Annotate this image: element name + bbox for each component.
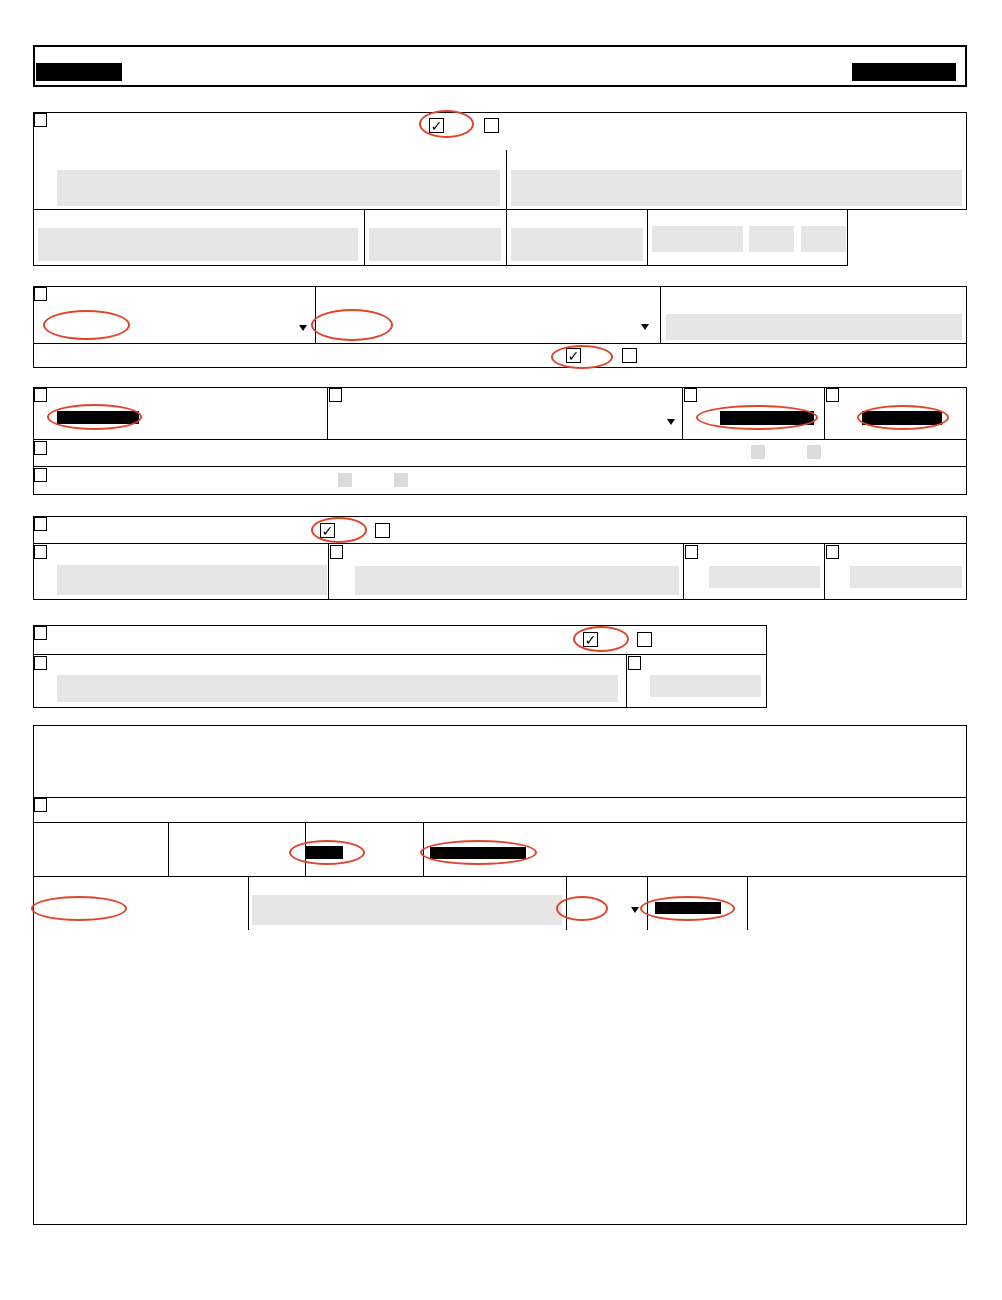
- national-id-no-checkbox[interactable]: ✓: [321, 523, 334, 539]
- passport-q6-box: [33, 467, 967, 495]
- communicate-dropdown-icon[interactable]: [641, 324, 649, 330]
- ring-street-no: [289, 840, 365, 865]
- relationship-from-input[interactable]: [369, 228, 501, 261]
- passport-q2-number: [329, 388, 342, 402]
- applicant-name-redacted: [36, 63, 122, 81]
- ring-native: [43, 310, 130, 340]
- national-id-issue-input[interactable]: [709, 566, 820, 588]
- ring-city: [31, 896, 127, 921]
- ring-language-test: [551, 345, 613, 369]
- q5-no-checkbox[interactable]: [751, 445, 765, 459]
- us-pr-no-checkbox[interactable]: ✓: [584, 632, 597, 648]
- spouse-dob-day[interactable]: [801, 226, 846, 252]
- passport-q1-number: [34, 388, 47, 402]
- ring-postal: [640, 896, 735, 921]
- ring-street-name: [420, 840, 537, 865]
- spouse-dob-month[interactable]: [749, 226, 794, 252]
- native-dropdown-icon[interactable]: [299, 325, 307, 331]
- passport-q6-number: [34, 468, 47, 482]
- passport-q3-number: [684, 388, 697, 402]
- q6-no-checkbox[interactable]: [338, 473, 352, 487]
- q10-number: [34, 113, 47, 127]
- province-dropdown-icon[interactable]: [631, 907, 639, 913]
- passport-country-dropdown-icon[interactable]: [667, 419, 675, 425]
- q10a-no-checkbox[interactable]: ✓: [430, 118, 443, 134]
- passport-q4-number: [826, 388, 839, 402]
- ring-passport-number: [47, 404, 142, 430]
- national-id-yes-checkbox[interactable]: [375, 523, 390, 538]
- passport-q5-box: [33, 440, 967, 467]
- spouse-given-name-input[interactable]: [511, 170, 962, 206]
- us-pr-doc-input[interactable]: [57, 675, 618, 702]
- mailing-number: [34, 798, 47, 812]
- dob-redacted: [852, 63, 956, 81]
- passport-q5-number: [34, 441, 47, 455]
- ring-q10a-no: [419, 110, 474, 138]
- us-pr-expiry-input[interactable]: [650, 675, 761, 697]
- us-pr-yes-checkbox[interactable]: [637, 632, 652, 647]
- ring-national-id-no: [311, 517, 367, 543]
- language-test-no-checkbox[interactable]: ✓: [567, 348, 580, 364]
- us-pr-q3-number: [628, 656, 641, 670]
- relationship-to-input[interactable]: [511, 228, 643, 261]
- applicant-header-box: [33, 45, 967, 87]
- relationship-type-select[interactable]: [38, 228, 358, 261]
- language-test-box: [33, 344, 967, 368]
- us-pr-q1-box: [33, 625, 767, 655]
- ring-passport-expiry: [857, 405, 949, 430]
- national-id-doc-input[interactable]: [57, 565, 327, 595]
- contact-box: [33, 725, 967, 1225]
- ring-us-pr-no: [573, 626, 629, 652]
- language-test-yes-checkbox[interactable]: [622, 348, 637, 363]
- ring-communicate: [311, 309, 393, 341]
- country-select[interactable]: [252, 895, 562, 925]
- spouse-family-name-input[interactable]: [57, 170, 500, 206]
- national-id-q1-number: [34, 517, 47, 531]
- q6-yes-checkbox[interactable]: [394, 473, 408, 487]
- national-id-expiry-input[interactable]: [850, 566, 962, 588]
- ring-province: [556, 896, 608, 921]
- at-ease-select[interactable]: [666, 314, 962, 340]
- national-id-country-select[interactable]: [355, 566, 679, 595]
- ring-passport-issue: [696, 405, 818, 430]
- national-id-q5-number: [826, 545, 839, 559]
- national-id-q1-box: [33, 516, 967, 544]
- q5-yes-checkbox[interactable]: [807, 445, 821, 459]
- national-id-q2-number: [34, 545, 47, 559]
- q10a-yes-checkbox[interactable]: [484, 118, 499, 133]
- us-pr-q2-number: [34, 656, 47, 670]
- national-id-q3-number: [330, 545, 343, 559]
- us-pr-q1-number: [34, 626, 47, 640]
- national-id-q4-number: [685, 545, 698, 559]
- language-q1-number: [34, 287, 47, 301]
- spouse-dob-year[interactable]: [652, 226, 743, 252]
